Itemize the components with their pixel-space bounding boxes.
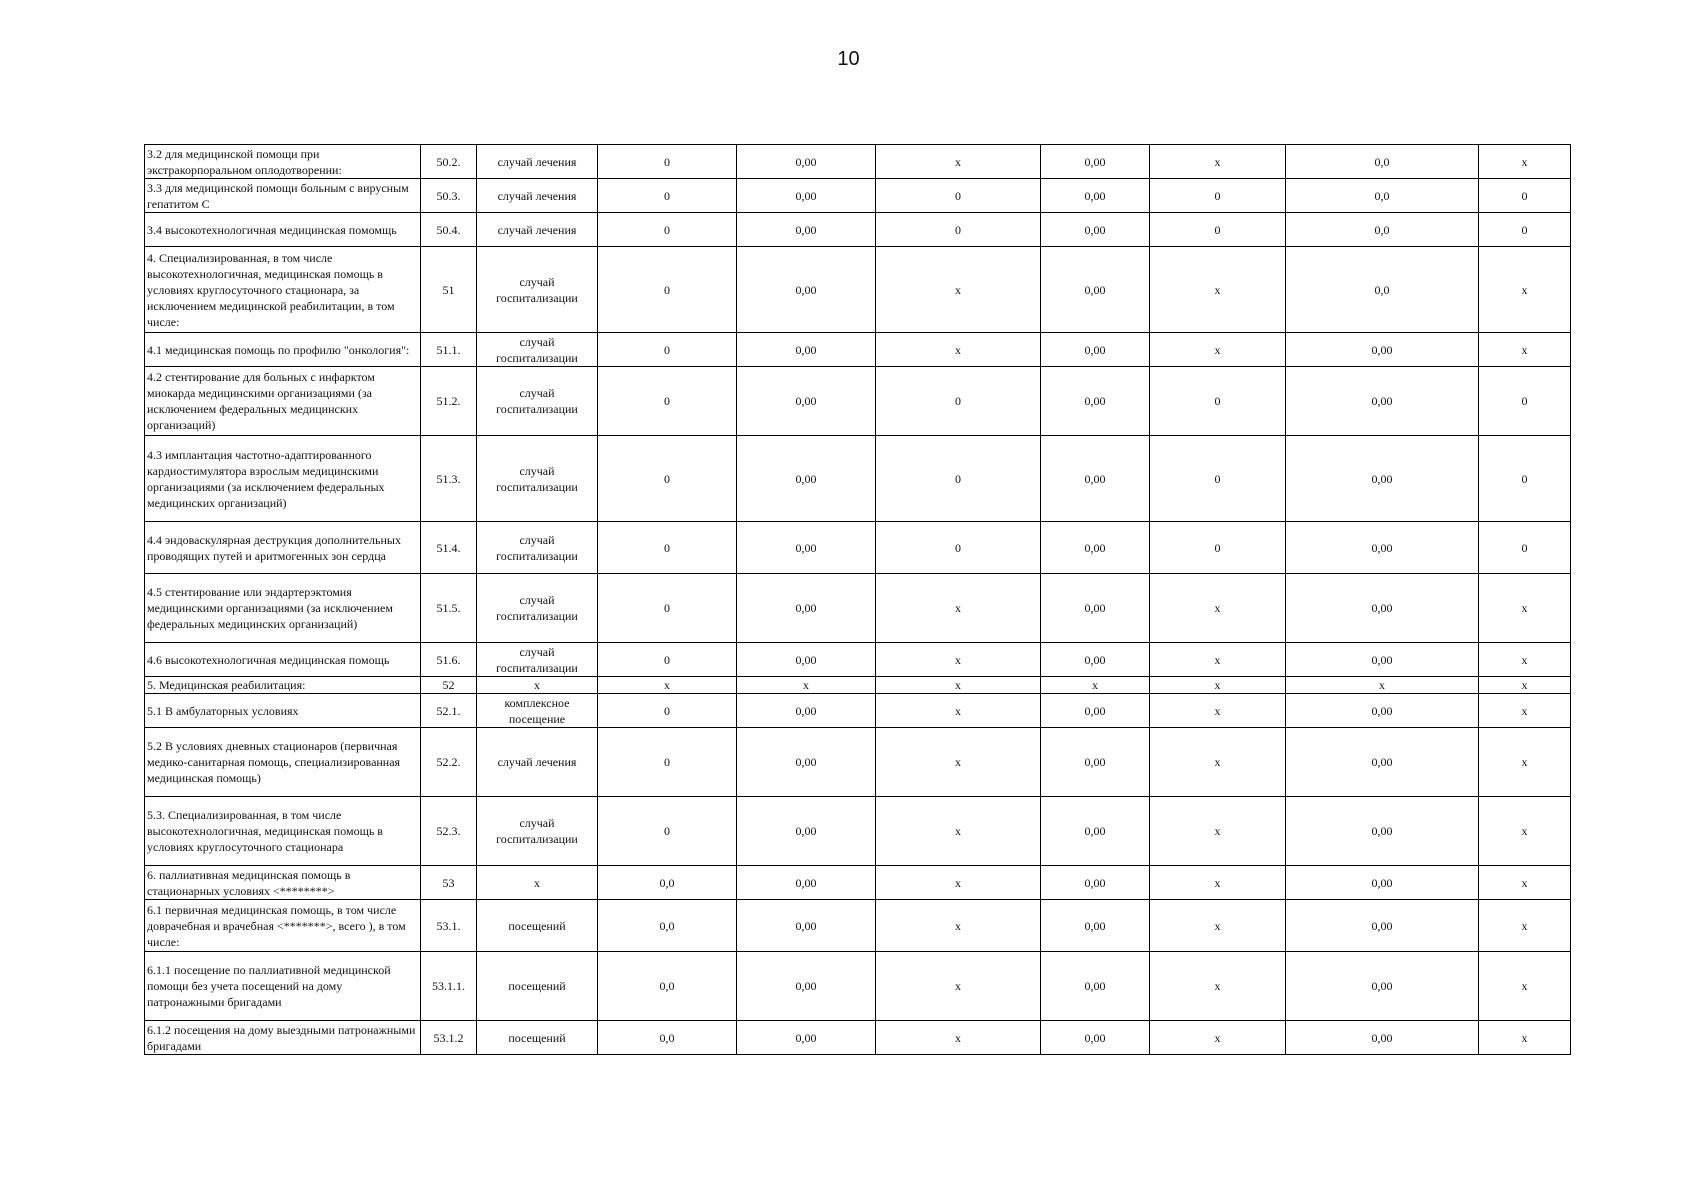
row-value-6: 0,00 (1286, 694, 1479, 728)
row-value-1: 0 (598, 522, 737, 574)
row-value-3: x (876, 900, 1041, 952)
row-name: 5.3. Специализированная, в том числе высокотехнологичная, медицинская помощь в условиях круглосуточного стационара (145, 797, 421, 866)
row-value-4: 0,00 (1041, 797, 1150, 866)
row-value-5: x (1150, 952, 1286, 1021)
row-code: 51.3. (421, 436, 477, 522)
row-value-1: 0 (598, 797, 737, 866)
row-value-1: 0,0 (598, 952, 737, 1021)
row-value-5: x (1150, 900, 1286, 952)
row-value-6: 0,00 (1286, 900, 1479, 952)
row-code: 52.2. (421, 728, 477, 797)
row-value-2: 0,00 (737, 866, 876, 900)
row-name: 4.6 высокотехнологичная медицинская помощь (145, 643, 421, 677)
row-value-4: 0,00 (1041, 145, 1150, 179)
row-value-3: 0 (876, 213, 1041, 247)
table-row (145, 247, 1571, 333)
row-code: 53.1.1. (421, 952, 477, 1021)
row-value-1: 0,0 (598, 1021, 737, 1055)
row-value-6: x (1286, 677, 1479, 694)
row-value-4: 0,00 (1041, 866, 1150, 900)
row-value-2: x (737, 677, 876, 694)
row-value-1: 0 (598, 643, 737, 677)
row-value-4: 0,00 (1041, 1021, 1150, 1055)
table-row (145, 728, 1571, 797)
row-value-7: x (1479, 643, 1571, 677)
row-value-4: 0,00 (1041, 333, 1150, 367)
row-unit: случай госпитализации (477, 643, 598, 677)
row-value-1: 0 (598, 436, 737, 522)
row-value-4: 0,00 (1041, 367, 1150, 436)
row-value-5: x (1150, 677, 1286, 694)
table-row (145, 333, 1571, 367)
row-value-6: 0,0 (1286, 179, 1479, 213)
row-value-1: x (598, 677, 737, 694)
row-unit: x (477, 866, 598, 900)
row-value-4: 0,00 (1041, 900, 1150, 952)
row-value-3: x (876, 728, 1041, 797)
row-value-2: 0,00 (737, 179, 876, 213)
row-value-7: x (1479, 728, 1571, 797)
table-row (145, 436, 1571, 522)
row-value-6: 0,00 (1286, 1021, 1479, 1055)
row-value-5: x (1150, 247, 1286, 333)
row-value-1: 0 (598, 145, 737, 179)
row-name: 4.1 медицинская помощь по профилю "онкология": (145, 333, 421, 367)
row-unit: случай лечения (477, 213, 598, 247)
row-unit: посещений (477, 900, 598, 952)
row-unit: случай госпитализации (477, 436, 598, 522)
row-value-7: 0 (1479, 179, 1571, 213)
row-name: 4. Специализированная, в том числе высокотехнологичная, медицинская помощь в условиях круглосуточного стационара, за исключением медицинской реабилитации, в том числе: (145, 247, 421, 333)
row-value-2: 0,00 (737, 797, 876, 866)
row-value-2: 0,00 (737, 145, 876, 179)
row-unit: случай госпитализации (477, 333, 598, 367)
row-value-7: x (1479, 1021, 1571, 1055)
table-row (145, 1021, 1571, 1055)
row-value-3: x (876, 952, 1041, 1021)
row-unit: посещений (477, 952, 598, 1021)
row-value-4: 0,00 (1041, 952, 1150, 1021)
row-value-3: 0 (876, 367, 1041, 436)
row-value-7: x (1479, 574, 1571, 643)
row-value-1: 0 (598, 333, 737, 367)
row-unit: x (477, 677, 598, 694)
row-value-1: 0 (598, 247, 737, 333)
row-code: 51.4. (421, 522, 477, 574)
row-value-5: x (1150, 574, 1286, 643)
row-value-7: x (1479, 797, 1571, 866)
row-value-7: x (1479, 900, 1571, 952)
row-value-7: x (1479, 247, 1571, 333)
row-value-7: 0 (1479, 213, 1571, 247)
row-value-6: 0,00 (1286, 367, 1479, 436)
row-value-2: 0,00 (737, 247, 876, 333)
row-value-5: x (1150, 866, 1286, 900)
row-value-4: 0,00 (1041, 728, 1150, 797)
row-value-6: 0,00 (1286, 436, 1479, 522)
page-number: 10 (837, 48, 860, 70)
row-code: 51 (421, 247, 477, 333)
table-row (145, 677, 1571, 694)
row-value-6: 0,00 (1286, 574, 1479, 643)
row-value-1: 0 (598, 574, 737, 643)
row-unit: случай лечения (477, 179, 598, 213)
row-value-3: x (876, 247, 1041, 333)
row-code: 50.2. (421, 145, 477, 179)
row-value-2: 0,00 (737, 952, 876, 1021)
row-value-3: 0 (876, 522, 1041, 574)
row-value-7: x (1479, 866, 1571, 900)
row-value-6: 0,00 (1286, 643, 1479, 677)
row-code: 52.1. (421, 694, 477, 728)
row-value-6: 0,0 (1286, 247, 1479, 333)
row-value-5: x (1150, 333, 1286, 367)
row-value-6: 0,00 (1286, 522, 1479, 574)
row-value-7: 0 (1479, 367, 1571, 436)
row-name: 5.1 В амбулаторных условиях (145, 694, 421, 728)
row-code: 50.4. (421, 213, 477, 247)
row-value-3: x (876, 866, 1041, 900)
row-value-1: 0 (598, 694, 737, 728)
table-row (145, 952, 1571, 1021)
row-value-3: x (876, 1021, 1041, 1055)
table-row (145, 643, 1571, 677)
row-name: 6.1.1 посещение по паллиативной медицинской помощи без учета посещений на дому патронажными бригадами (145, 952, 421, 1021)
row-name: 4.4 эндоваскулярная деструкция дополнительных проводящих путей и аритмогенных зон сердца (145, 522, 421, 574)
row-value-2: 0,00 (737, 522, 876, 574)
row-value-5: x (1150, 1021, 1286, 1055)
row-value-5: 0 (1150, 522, 1286, 574)
row-unit: случай лечения (477, 145, 598, 179)
row-value-1: 0 (598, 179, 737, 213)
row-value-5: x (1150, 643, 1286, 677)
row-name: 6.1 первичная медицинская помощь, в том числе доврачебная и врачебная <*******>, всего ), в том числе: (145, 900, 421, 952)
row-value-5: 0 (1150, 179, 1286, 213)
row-code: 53.1.2 (421, 1021, 477, 1055)
row-value-1: 0 (598, 728, 737, 797)
row-value-3: x (876, 677, 1041, 694)
row-value-4: 0,00 (1041, 522, 1150, 574)
row-value-4: 0,00 (1041, 179, 1150, 213)
row-value-5: 0 (1150, 436, 1286, 522)
row-value-5: x (1150, 145, 1286, 179)
row-value-2: 0,00 (737, 900, 876, 952)
row-value-6: 0,00 (1286, 797, 1479, 866)
row-name: 3.2 для медицинской помощи при экстракорпоральном оплодотворении: (145, 145, 421, 179)
row-value-2: 0,00 (737, 333, 876, 367)
row-value-3: x (876, 333, 1041, 367)
row-name: 6. паллиативная медицинская помощь в стационарных условиях <********> (145, 866, 421, 900)
row-value-4: 0,00 (1041, 694, 1150, 728)
row-code: 51.5. (421, 574, 477, 643)
row-value-6: 0,0 (1286, 213, 1479, 247)
row-value-6: 0,00 (1286, 333, 1479, 367)
row-value-3: x (876, 797, 1041, 866)
row-value-2: 0,00 (737, 574, 876, 643)
row-value-7: 0 (1479, 522, 1571, 574)
row-value-7: x (1479, 333, 1571, 367)
row-value-2: 0,00 (737, 643, 876, 677)
table-row (145, 522, 1571, 574)
row-value-4: 0,00 (1041, 213, 1150, 247)
row-value-1: 0,0 (598, 900, 737, 952)
row-code: 50.3. (421, 179, 477, 213)
table-row (145, 866, 1571, 900)
row-value-3: x (876, 694, 1041, 728)
row-value-5: 0 (1150, 367, 1286, 436)
table-row (145, 213, 1571, 247)
data-table (144, 144, 1571, 1055)
row-code: 51.1. (421, 333, 477, 367)
row-unit: случай госпитализации (477, 797, 598, 866)
row-name: 4.3 имплантация частотно-адаптированного кардиостимулятора взрослым медицинскими организациями (за исключением федеральных медицинских организаций) (145, 436, 421, 522)
row-value-6: 0,00 (1286, 866, 1479, 900)
table-row (145, 574, 1571, 643)
row-unit: случай госпитализации (477, 522, 598, 574)
row-value-6: 0,0 (1286, 145, 1479, 179)
table-row (145, 900, 1571, 952)
row-code: 53.1. (421, 900, 477, 952)
row-unit: комплексное посещение (477, 694, 598, 728)
row-value-2: 0,00 (737, 728, 876, 797)
row-value-4: x (1041, 677, 1150, 694)
row-unit: посещений (477, 1021, 598, 1055)
row-value-2: 0,00 (737, 367, 876, 436)
row-name: 5.2 В условиях дневных стационаров (первичная медико-санитарная помощь, специализированная медицинская помощь) (145, 728, 421, 797)
table-row (145, 694, 1571, 728)
row-value-4: 0,00 (1041, 643, 1150, 677)
row-value-6: 0,00 (1286, 952, 1479, 1021)
row-value-4: 0,00 (1041, 247, 1150, 333)
table-row (145, 179, 1571, 213)
row-value-5: x (1150, 728, 1286, 797)
row-value-5: 0 (1150, 213, 1286, 247)
row-value-3: 0 (876, 179, 1041, 213)
row-code: 52 (421, 677, 477, 694)
row-value-3: x (876, 145, 1041, 179)
row-value-4: 0,00 (1041, 436, 1150, 522)
row-value-7: x (1479, 677, 1571, 694)
row-value-5: x (1150, 694, 1286, 728)
row-value-4: 0,00 (1041, 574, 1150, 643)
row-value-2: 0,00 (737, 213, 876, 247)
row-name: 6.1.2 посещения на дому выездными патронажными бригадами (145, 1021, 421, 1055)
row-value-7: x (1479, 952, 1571, 1021)
row-value-7: x (1479, 145, 1571, 179)
row-name: 3.4 высокотехнологичная медицинская помомщь (145, 213, 421, 247)
row-code: 52.3. (421, 797, 477, 866)
row-value-2: 0,00 (737, 1021, 876, 1055)
row-value-7: x (1479, 694, 1571, 728)
row-value-3: x (876, 643, 1041, 677)
table-row (145, 145, 1571, 179)
row-code: 53 (421, 866, 477, 900)
row-code: 51.2. (421, 367, 477, 436)
row-name: 4.5 стентирование или эндартерэктомия медицинскими организациями (за исключением федеральных медицинских организаций) (145, 574, 421, 643)
row-value-1: 0 (598, 367, 737, 436)
row-value-2: 0,00 (737, 694, 876, 728)
row-unit: случай госпитализации (477, 367, 598, 436)
row-value-1: 0 (598, 213, 737, 247)
row-value-5: x (1150, 797, 1286, 866)
table-row (145, 367, 1571, 436)
row-unit: случай лечения (477, 728, 598, 797)
row-value-2: 0,00 (737, 436, 876, 522)
row-value-6: 0,00 (1286, 728, 1479, 797)
table-row (145, 797, 1571, 866)
row-unit: случай госпитализации (477, 574, 598, 643)
row-unit: случай госпитализации (477, 247, 598, 333)
row-code: 51.6. (421, 643, 477, 677)
row-value-7: 0 (1479, 436, 1571, 522)
row-value-3: x (876, 574, 1041, 643)
row-value-3: 0 (876, 436, 1041, 522)
row-name: 4.2 стентирование для больных с инфарктом миокарда медицинскими организациями (за исключением федеральных медицинских организаций) (145, 367, 421, 436)
row-name: 5. Медицинская реабилитация: (145, 677, 421, 694)
row-value-1: 0,0 (598, 866, 737, 900)
row-name: 3.3 для медицинской помощи больным с вирусным гепатитом С (145, 179, 421, 213)
